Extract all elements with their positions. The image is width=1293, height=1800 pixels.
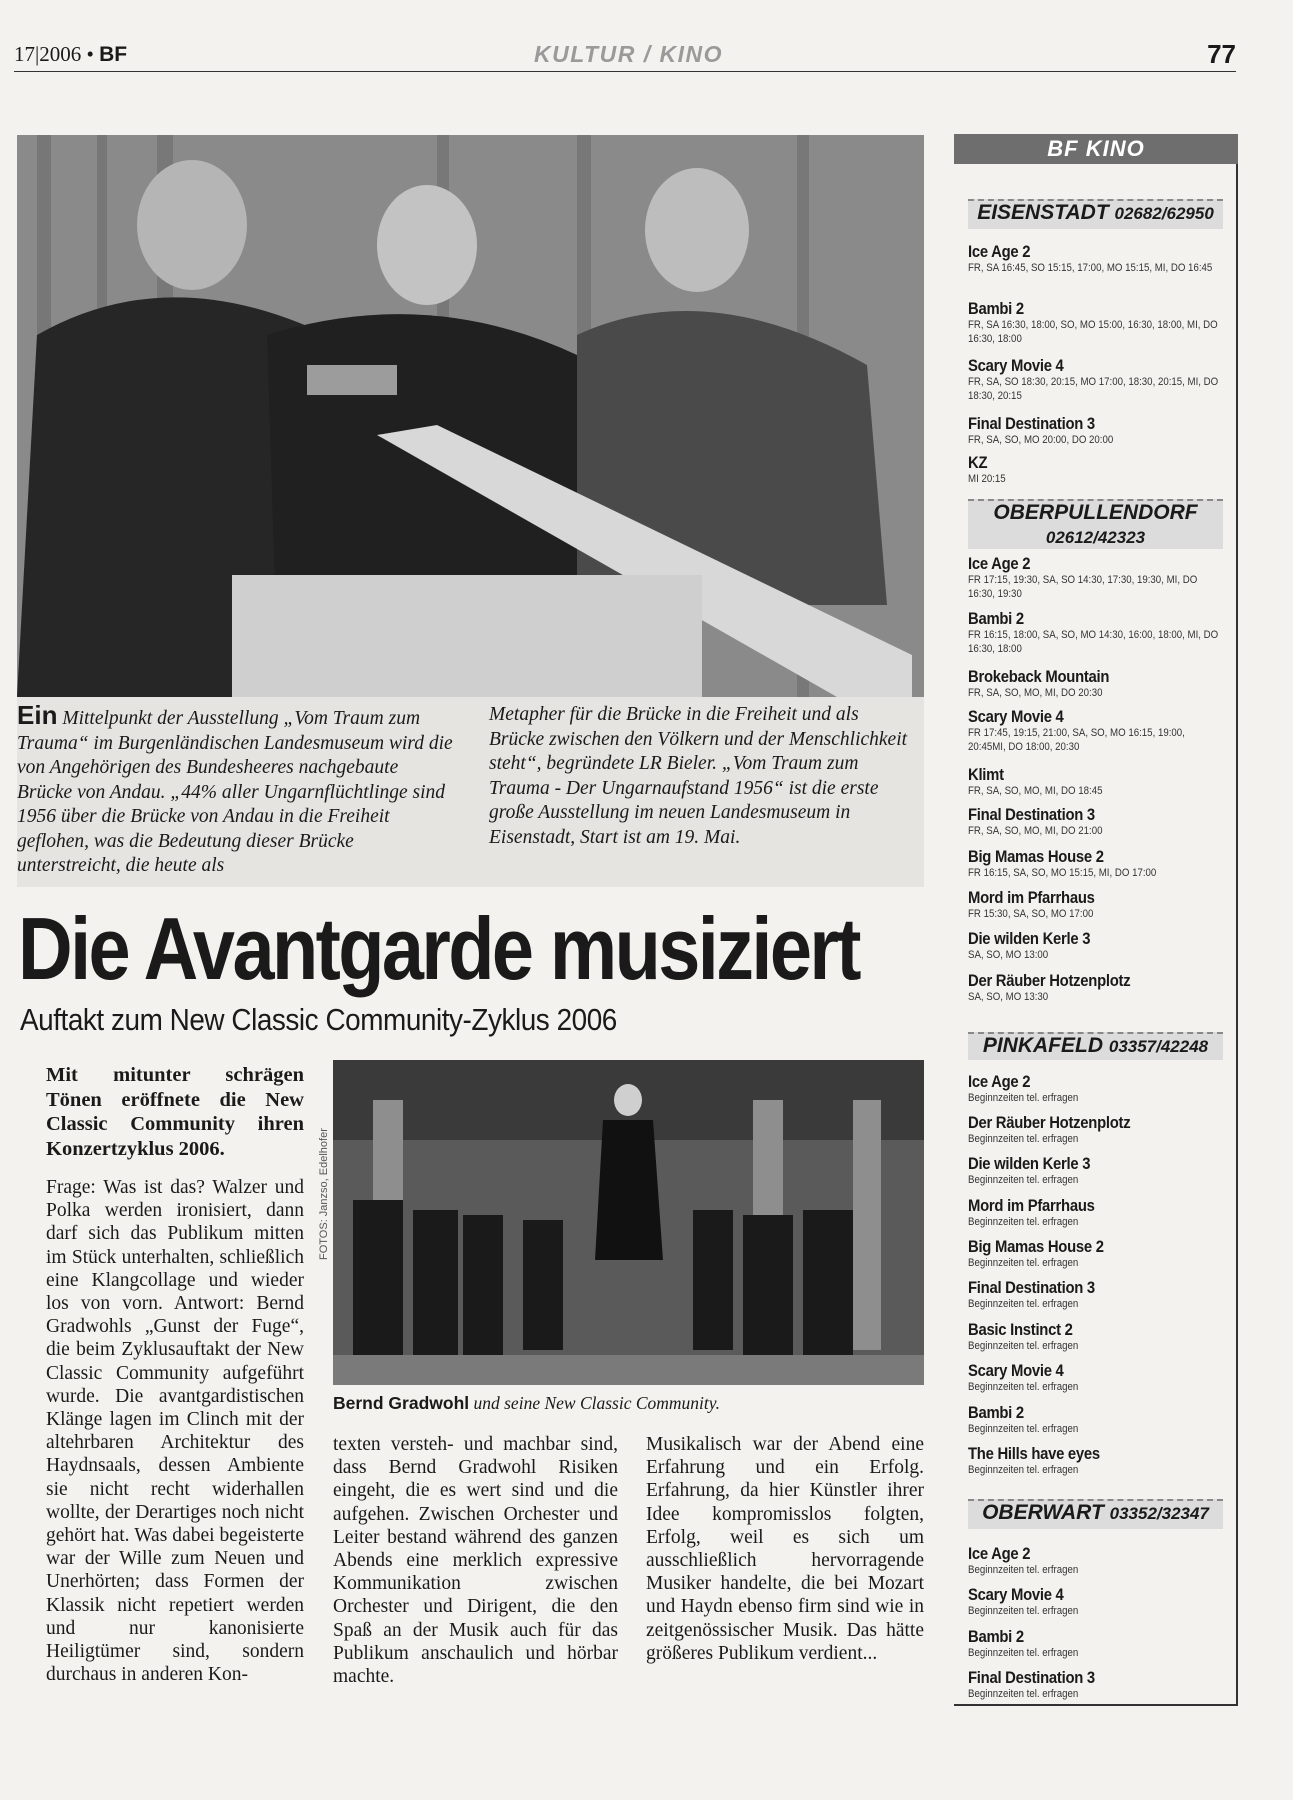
kino-sidebar [954,134,1238,1706]
list-item: Scary Movie 4 FR, SA, SO 18:30, 20:15, MO 17:00, 18:30, 20:15, MI, DO 18:30, 20:15 [968,357,1219,402]
list-item: Final Destination 3 Beginnzeiten tel. erfragen [968,1669,1095,1700]
list-item: Die wilden Kerle 3 Beginnzeiten tel. erfragen [968,1155,1091,1186]
list-item: Ice Age 2 FR 17:15, 19:30, SA, SO 14:30, 17:30, 19:30, MI, DO 16:30, 19:30 [968,555,1198,600]
list-item: Big Mamas House 2 Beginnzeiten tel. erfragen [968,1238,1104,1269]
list-item: Der Räuber Hotzenplotz Beginnzeiten tel. erfragen [968,1114,1131,1145]
list-item: Die wilden Kerle 3 SA, SO, MO 13:00 [968,930,1091,961]
article-lede: Mit mitunter schrägen Tönen eröffnete die New Classic Community ihren Konzertzyklus 2006. [46,1064,304,1160]
list-item: Bambi 2 Beginnzeiten tel. erfragen [968,1628,1079,1659]
concert-photo [333,1060,924,1385]
ceremony-photo [17,135,924,697]
list-item: Basic Instinct 2 Beginnzeiten tel. erfragen [968,1321,1079,1352]
list-item: The Hills have eyes Beginnzeiten tel. erfragen [968,1445,1100,1476]
list-item: Bambi 2 FR 16:15, 18:00, SA, SO, MO 14:30, 16:00, 18:00, MI, DO 16:30, 18:00 [968,610,1219,655]
list-item: Ice Age 2 Beginnzeiten tel. erfragen [968,1073,1079,1104]
article-column-1: Frage: Was ist das? Walzer und Polka werden ironisiert, dann darf sich das Publikum mitten im Stück unterhalten, schließlich eine Klangcollage und wieder los von vorn. Antwort: Bernd Gradwohls „Gunst der Fuge“, die beim Zyklusauftakt der New Classic Community aufgeführt wurde. Die avantgardistischen Klänge lagen im Clinch mit der altehrbaren Architektur des Haydnsaals, dessen Ambiente sie nicht recht widerhallen wollte, der Derartiges noch nicht gehört hat. Was dabei begeisterte war der Wille zum Neuen und Unerhörten; dass Formen der Klassik nicht repetiert werden und nur kanonisierte Heiligtümer sind, sondern durchaus in anderen Kon- [46,1177,304,1686]
list-item: Scary Movie 4 Beginnzeiten tel. erfragen [968,1586,1079,1617]
article-headline: Die Avantgarde musiziert [18,899,859,998]
list-item: Final Destination 3 Beginnzeiten tel. erfragen [968,1279,1095,1310]
list-item: Scary Movie 4 FR 17:45, 19:15, 21:00, SA, SO, MO 16:15, 19:00, 20:45MI, DO 18:00, 20:30 [968,708,1185,753]
list-item: Big Mamas House 2 FR 16:15, SA, SO, MO 15:15, MI, DO 17:00 [968,848,1157,879]
list-item: Mord im Pfarrhaus Beginnzeiten tel. erfragen [968,1197,1095,1228]
list-item: Klimt FR, SA, SO, MO, MI, DO 18:45 [968,766,1103,797]
article-subhead: Auftakt zum New Classic Community-Zyklus 2006 [20,1002,617,1037]
photo-credit: FOTOS: Janzso, Edelhofer [318,1128,330,1260]
list-item: Final Destination 3 FR, SA, SO, MO, MI, DO 21:00 [968,806,1103,837]
page-number: 77 [1207,39,1236,69]
city-header-eisenstadt: EISENSTADT 02682/62950 [968,199,1223,229]
list-item: Final Destination 3 FR, SA, SO, MO 20:00, DO 20:00 [968,415,1114,446]
page-header [14,38,1236,72]
photo-caption-box [17,697,924,887]
article-column-3: Musikalisch war der Abend eine Erfahrung und ein Erfolg. Erfahrung, da hier Künstler ihrer Idee kompromisslos folgten, Erfolg, weil es sich um ausschließlich hervorragende Musiker handelte, die bei Mozart und Haydn ebenso firm sind wie in zeitgenössischer Musik. Das hätte größeres Publikum verdient... [646,1434,924,1664]
sidebar-title: BF KINO [954,134,1238,164]
list-item: Ice Age 2 FR, SA 16:45, SO 15:15, 17:00, MO 15:15, MI, DO 16:45 [968,243,1213,274]
caption-lead: Ein [17,700,58,730]
list-item: KZ MI 20:15 [968,454,1006,485]
caption-column-1: Ein Mittelpunkt der Ausstellung „Vom Traum zum Trauma“ im Burgenländischen Landesmuseum wird die von Angehörigen des Bundesheeres nachgebaute Brücke von Andau. „44% aller Ungarnflüchtlinge sind 1956 über die Brücke von Andau in die Freiheit geflohen, was die Bedeutung dieser Brücke unterstreicht, die heute als [17,700,453,876]
list-item: Ice Age 2 Beginnzeiten tel. erfragen [968,1545,1079,1576]
issue-label: 17|2006 • BF [14,42,128,66]
list-item: Bambi 2 Beginnzeiten tel. erfragen [968,1404,1079,1435]
list-item: Brokeback Mountain FR, SA, SO, MO, MI, DO 20:30 [968,668,1110,699]
concert-photo-caption: Bernd Gradwohl und seine New Classic Community. [333,1393,720,1413]
caption-column-2: Metapher für die Brücke in die Freiheit und als Brücke zwischen den Völkern und der Menschlichkeit steht“, begründete LR Bieler. „Vom Traum zum Trauma - Der Ungarnaufstand 1956“ ist die erste große Ausstellung im neuen Landesmuseum in Eisenstadt, Start ist am 19. Mai. [489,704,908,848]
section-title: KULTUR / KINO [534,41,724,67]
list-item: Scary Movie 4 Beginnzeiten tel. erfragen [968,1362,1079,1393]
article-column-2: texten versteh- und machbar sind, dass Bernd Gradwohl Risiken eingeht, die es wert sind und die aufgehen. Zwischen Orchester und Leiter bestand während des ganzen Abends eine merklich expressive Kommunikation zwischen Orchester und Dirigent, die den Spaß an der Musik auch für das Publikum anschaulich und hörbar machte. [333,1434,618,1688]
list-item: Bambi 2 FR, SA 16:30, 18:00, SO, MO 15:00, 16:30, 18:00, MI, DO 16:30, 18:00 [968,300,1218,345]
list-item: Mord im Pfarrhaus FR 15:30, SA, SO, MO 17:00 [968,889,1095,920]
city-header-oberwart: OBERWART 03352/32347 [968,1499,1223,1529]
city-header-oberpullendorf: OBERPULLENDORF 02612/42323 [968,499,1223,549]
list-item: Der Räuber Hotzenplotz SA, SO, MO 13:30 [968,972,1131,1003]
city-header-pinkafeld: PINKAFELD 03357/42248 [968,1032,1223,1060]
